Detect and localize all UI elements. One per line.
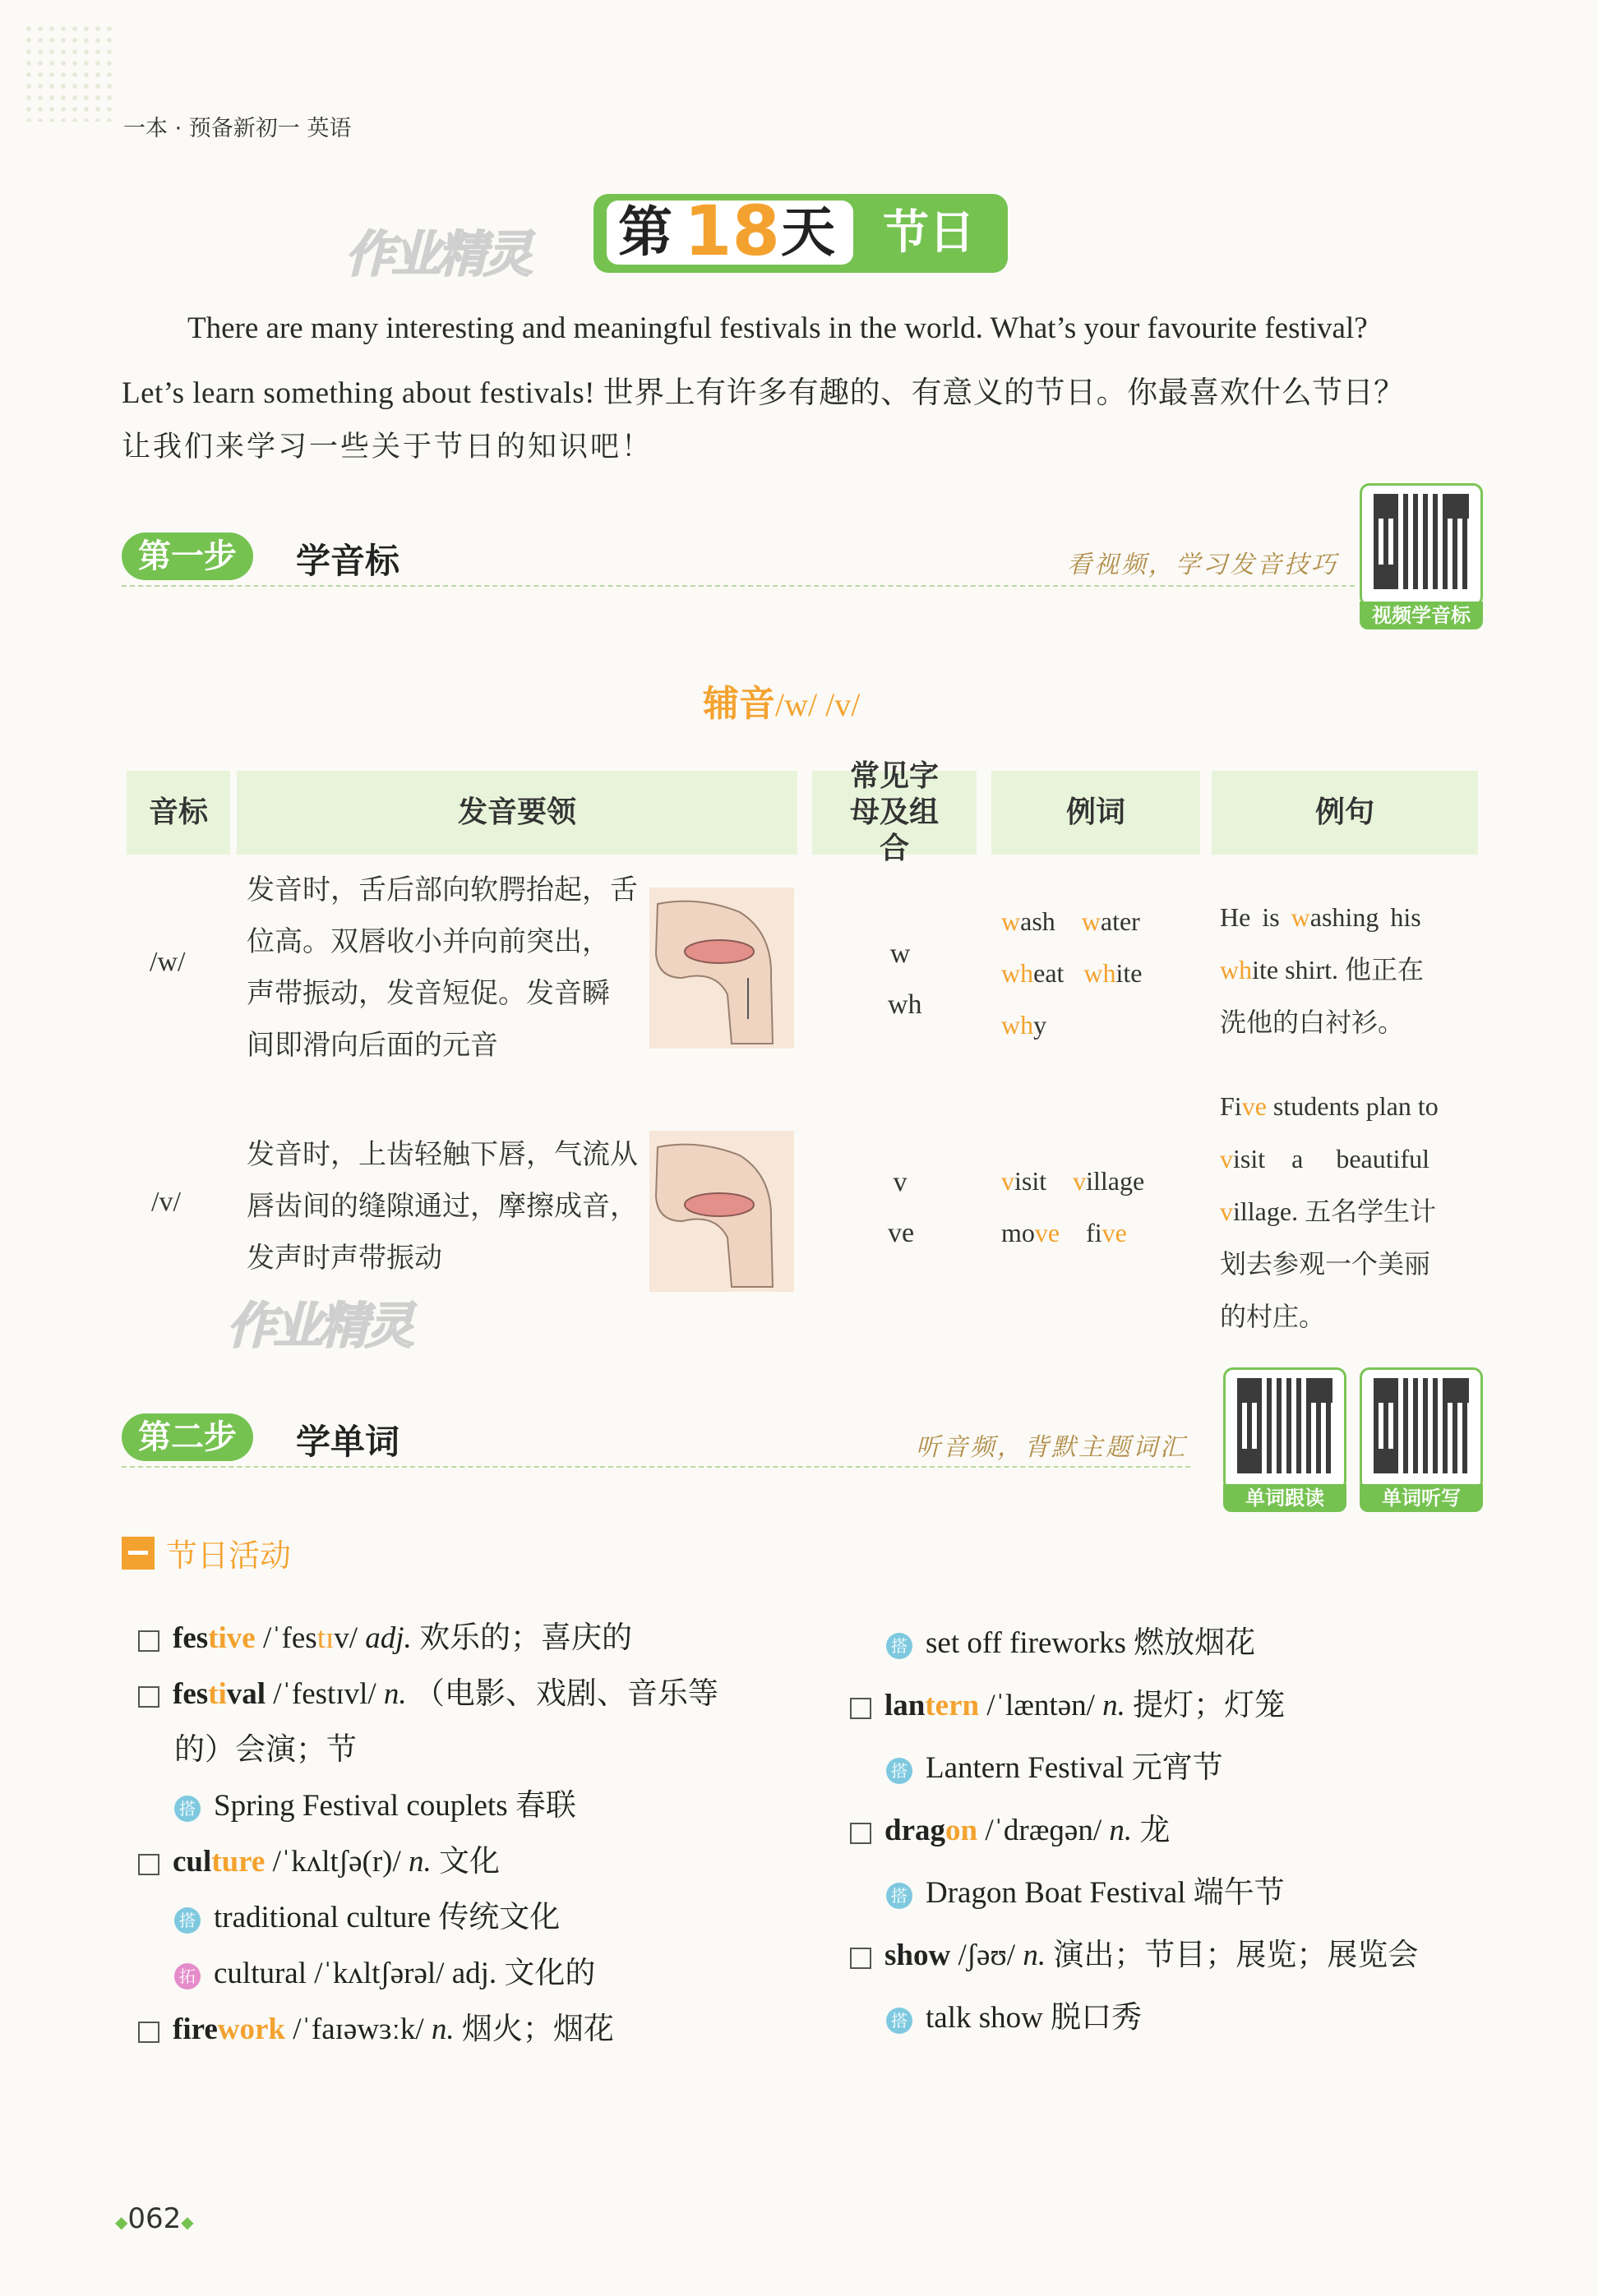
meaning: 演出；节目；展览；展览会 <box>1053 1939 1419 1972</box>
tag-icon: 搭 <box>174 1907 201 1934</box>
row2-letters <box>888 1157 915 1259</box>
pos: n. <box>383 1677 407 1711</box>
mouth-diagram-v <box>649 1131 794 1292</box>
checkbox[interactable] <box>850 1948 871 1969</box>
phrase: Lantern Festival 元宵节 <box>926 1751 1223 1785</box>
pos: n. <box>431 2012 455 2046</box>
step2-label: 学单词 <box>296 1422 400 1462</box>
phrase: traditional culture 传统文化 <box>214 1901 561 1934</box>
tag-icon: 搭 <box>886 1883 912 1909</box>
example-word <box>1073 1166 1144 1196</box>
word-highlight: tive <box>208 1621 256 1655</box>
ipa: v/ <box>334 1621 358 1655</box>
word: cul <box>173 1845 212 1879</box>
row2-symbol: /v/ <box>151 1187 181 1217</box>
day-number: 18 <box>684 191 780 271</box>
header-symbol: 音标 <box>127 771 230 855</box>
meaning: 龙 <box>1139 1814 1171 1847</box>
checkbox[interactable] <box>850 1698 871 1719</box>
letter: wh <box>888 989 922 1020</box>
example-word <box>1082 906 1140 936</box>
sentence-text: He is <box>1220 902 1291 932</box>
highlight: w <box>1001 906 1021 936</box>
meaning: 提灯；灯笼 <box>1133 1689 1286 1722</box>
example-word <box>1083 958 1142 988</box>
checkbox[interactable] <box>138 1854 159 1875</box>
example-word <box>1001 906 1055 936</box>
sentence-text: students plan to <box>1266 1091 1439 1121</box>
phonics-table-header <box>127 759 1478 865</box>
day-prefix: 第 <box>618 201 672 264</box>
pos: n. <box>1109 1814 1133 1847</box>
header-sentence: 例句 <box>1212 771 1478 855</box>
qr-code-icon <box>1374 1378 1469 1473</box>
sentence-text: 划去参观一个美丽 <box>1220 1249 1431 1279</box>
meaning: 文化 <box>439 1845 501 1879</box>
video-qr-label: 视频学音标 <box>1360 602 1483 629</box>
sentence-text: illage. 五名学生计 <box>1233 1196 1437 1226</box>
step1-label: 学音标 <box>296 541 400 581</box>
highlight: v <box>1001 1166 1014 1196</box>
word-rest: ite <box>1115 958 1143 988</box>
tip-line: 发音时，舌后部向软腭抬起，舌 <box>247 874 638 906</box>
tag-icon: 搭 <box>886 1633 912 1659</box>
tag-icon: 搭 <box>886 2008 912 2034</box>
pos: adj. <box>365 1621 412 1655</box>
word-highlight: tern <box>925 1689 980 1722</box>
ipa: /ˈfestɪvl/ <box>273 1677 376 1711</box>
tag-icon: 搭 <box>886 1758 912 1784</box>
example-word <box>1001 1010 1046 1040</box>
letter: ve <box>888 1218 915 1248</box>
highlight: wh <box>1220 955 1253 984</box>
example-word <box>1086 1218 1127 1247</box>
example-word <box>1001 1166 1046 1196</box>
step2-divider <box>122 1466 1190 1468</box>
vocab-left-column <box>138 1611 796 2058</box>
word: lan <box>884 1689 926 1722</box>
word-highlight: ti <box>208 1677 227 1711</box>
row2-words <box>1001 1155 1198 1259</box>
word-rest: ash <box>1020 906 1055 936</box>
highlight: v <box>1220 1144 1233 1173</box>
tip-line: 位高。双唇收小并向前突出， <box>247 925 610 958</box>
section-header <box>122 1530 291 1575</box>
vocab-phrase <box>850 1987 1557 2049</box>
header-tips: 发音要领 <box>237 771 797 855</box>
checkbox[interactable] <box>138 2022 159 2043</box>
pos: n. <box>1023 1939 1046 1972</box>
diamond-icon: ◆ <box>181 2212 194 2232</box>
word-rest: mo <box>1001 1218 1035 1247</box>
sentence-text: Fi <box>1220 1091 1242 1121</box>
sentence-text: ite shirt. 他正在 <box>1252 955 1424 984</box>
highlight: wh <box>1001 1010 1034 1040</box>
word-rest: eat <box>1033 958 1065 988</box>
word-rest: illage <box>1086 1166 1145 1196</box>
row1-tips <box>247 864 638 1072</box>
row1-sentence <box>1220 891 1466 1049</box>
ipa-highlight: tɪ <box>316 1621 335 1655</box>
vocab-entry <box>850 1925 1557 1987</box>
vocab-continuation: 的）会演；节 <box>174 1733 357 1767</box>
word-highlight: work <box>217 2012 286 2046</box>
highlight: v <box>1073 1166 1087 1196</box>
vocab-right-column <box>850 1612 1557 2049</box>
meaning: 欢乐的；喜庆的 <box>419 1621 633 1655</box>
consonants-title <box>703 674 860 726</box>
qr-code-icon <box>1237 1378 1332 1473</box>
read-along-qr-code[interactable] <box>1223 1367 1346 1491</box>
tip-line: 发声时声带振动 <box>247 1242 442 1275</box>
vocab-entry <box>850 1800 1557 1862</box>
row1-letters <box>888 929 922 1030</box>
ipa: /ˈlæntən/ <box>986 1689 1095 1722</box>
tag-icon: 搭 <box>174 1796 201 1822</box>
letter: v <box>893 1167 908 1197</box>
vocab-phrase <box>850 1862 1557 1925</box>
intro-line-2: Let’s learn something about festivals! 世界上有许多有趣的、有意义的节日。你最喜欢什么节日？ <box>122 376 1405 410</box>
dictation-qr-code[interactable] <box>1360 1367 1483 1491</box>
book-header: 一本 · 预备新初一 英语 <box>123 116 352 141</box>
mouth-diagram-w <box>649 888 794 1049</box>
tip-line: 发音时，上齿轻触下唇，气流从 <box>247 1138 638 1171</box>
phrase: Spring Festival couplets 春联 <box>214 1789 576 1823</box>
vocab-entry <box>138 1667 796 1722</box>
phrase: talk show 脱口秀 <box>926 2001 1143 2035</box>
vocab-entry <box>138 1834 796 1890</box>
highlight: ve <box>1102 1218 1127 1247</box>
word: show <box>884 1939 951 1972</box>
example-word <box>1001 1218 1060 1247</box>
sentence-text: isit a beautiful <box>1233 1144 1430 1173</box>
vocab-phrase <box>850 1737 1557 1800</box>
vocab-phrase <box>138 1778 796 1834</box>
step2-pill: 第二步 <box>122 1413 253 1461</box>
vocab-phrase <box>850 1612 1557 1675</box>
highlight: wh <box>1001 958 1034 988</box>
vocab-phrase <box>138 1890 796 1946</box>
row2-tips <box>247 1129 638 1284</box>
word: val <box>226 1677 266 1711</box>
checkbox[interactable] <box>138 1686 159 1708</box>
word-highlight: ture <box>211 1845 266 1879</box>
step2-hint: 听音频，背默主题词汇 <box>916 1433 1187 1462</box>
watermark: 作业精灵 <box>345 226 529 284</box>
phrase: Dragon Boat Festival 端午节 <box>926 1876 1285 1910</box>
tag-icon: 拓 <box>174 1963 201 1989</box>
phrase: set off fireworks 燃放烟花 <box>926 1626 1256 1660</box>
diamond-icon: ◆ <box>115 2212 128 2232</box>
tip-line: 唇齿间的缝隙通过，摩擦成音， <box>247 1190 638 1223</box>
highlight: ve <box>1241 1091 1267 1121</box>
word-highlight: on <box>945 1814 978 1847</box>
intro-line-1: There are many interesting and meaningful festivals in the world. What’s your favourite festival? <box>187 311 1368 345</box>
ipa: /ʃəʊ/ <box>958 1939 1016 1972</box>
header-letters: 常见字母及组合 <box>812 771 977 855</box>
meaning: （电影、戏剧、音乐等 <box>413 1677 718 1711</box>
word: fes <box>173 1677 209 1711</box>
day-suffix: 天 <box>781 201 835 264</box>
sentence-text: 洗他的白衬衫。 <box>1220 1007 1405 1037</box>
pos: n. <box>1102 1689 1125 1722</box>
ipa: /ˈdræɡən/ <box>985 1814 1102 1847</box>
consonants-label: 辅音 <box>703 683 775 725</box>
header-words: 例词 <box>991 771 1200 855</box>
qr-code-icon <box>1374 494 1469 589</box>
day-topic: 节日 <box>883 206 975 260</box>
letter: w <box>889 938 911 969</box>
step1-divider <box>122 585 1355 587</box>
pos: n. <box>409 1845 432 1879</box>
section-label: 节日活动 <box>166 1538 292 1574</box>
step1-pill: 第一步 <box>122 533 253 580</box>
corner-dot-pattern <box>23 23 113 122</box>
page-number-text: 062 <box>127 2202 182 2235</box>
vocab-entry <box>138 2002 796 2058</box>
word: fes <box>173 1621 209 1655</box>
meaning: 烟火；烟花 <box>461 2012 614 2046</box>
vocab-entry <box>138 1611 796 1667</box>
phrase: cultural /ˈkʌltʃərəl/ adj. 文化的 <box>214 1957 596 1990</box>
consonants-phonemes: /w/ /v/ <box>775 686 861 723</box>
word: fire <box>173 2012 218 2046</box>
highlight: v <box>1220 1196 1233 1226</box>
highlight: ve <box>1034 1218 1060 1247</box>
ipa: /ˈfes <box>262 1621 317 1655</box>
sentence-text: 的村庄。 <box>1220 1302 1326 1331</box>
dictation-qr-label: 单词听写 <box>1360 1484 1483 1512</box>
example-word <box>1001 958 1064 988</box>
row1-words <box>1001 896 1182 1051</box>
checkbox[interactable] <box>138 1630 159 1652</box>
tip-line: 声带振动，发音短促。发音瞬 <box>247 977 610 1010</box>
row1-symbol: /w/ <box>150 947 186 977</box>
highlight: wh <box>1083 958 1116 988</box>
checkbox[interactable] <box>850 1823 871 1844</box>
watermark: 作业精灵 <box>227 1298 411 1355</box>
word-rest: isit <box>1014 1166 1047 1196</box>
highlight: w <box>1081 906 1101 936</box>
video-qr-code[interactable] <box>1360 483 1483 606</box>
read-along-qr-label: 单词跟读 <box>1223 1484 1346 1512</box>
word-rest: fi <box>1086 1218 1102 1247</box>
sentence-text: ashing his <box>1309 902 1421 932</box>
word-rest: ater <box>1100 906 1140 936</box>
ipa: /ˈfaɪəwɜːk/ <box>293 2012 424 2046</box>
ipa: /ˈkʌltʃə(r)/ <box>272 1845 401 1879</box>
tip-line: 间即滑向后面的元音 <box>247 1029 498 1062</box>
page-number <box>115 2202 194 2235</box>
section-icon <box>122 1537 155 1570</box>
vocab-entry <box>850 1675 1557 1737</box>
word: drag <box>884 1814 945 1847</box>
vocab-phrase <box>138 1946 796 2002</box>
intro-line-3: 让我们来学习一些关于节日的知识吧！ <box>122 431 654 463</box>
row2-sentence <box>1220 1080 1466 1343</box>
step1-hint: 看视频，学习发音技巧 <box>1067 551 1338 579</box>
highlight: w <box>1291 902 1310 932</box>
word-rest: y <box>1033 1010 1047 1040</box>
